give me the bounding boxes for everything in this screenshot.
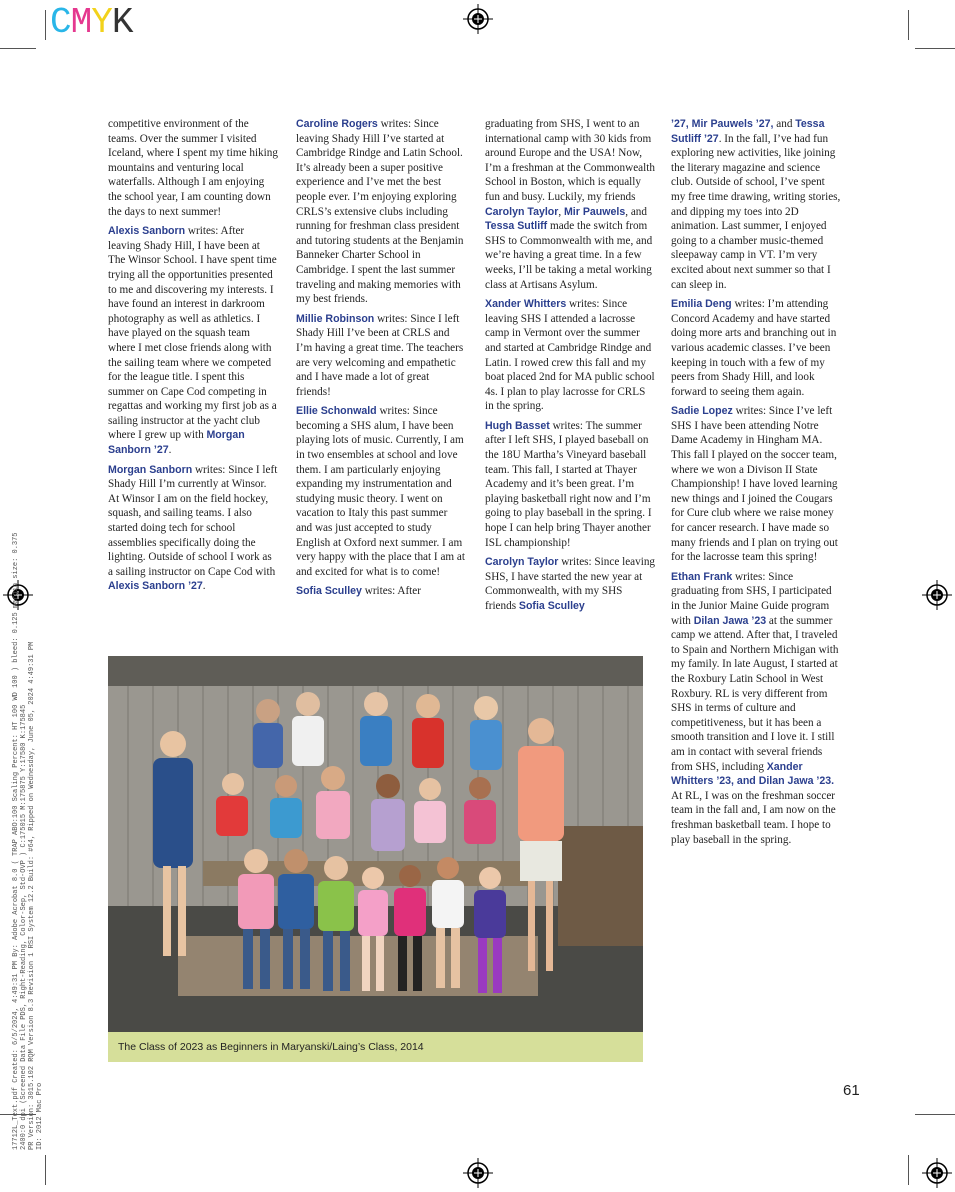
alum-name: Sofia Sculley — [296, 585, 362, 598]
paragraph: Ethan Frank writes: Since graduating from SHS, I participated in the Junior Maine Guide program with Dilan Jawa ’23 at the summer camp we attend. After that, I traveled to Spain and Northern Michigan with my family. In late August, I started at the Roxbury Latin School in West Roxbury. RL is very different from SHS in terms of culture and competitiveness, but it has been a smooth transition and I love it. I still am in contact with several friends from SHS, including Xander Whitters ’23, and Dilan Jawa ’23. At RL, I was on the freshman soccer team in the fall and, I am now on the freshman basketball team. I hope to play baseball in the spring. — [671, 570, 839, 846]
alum-name: Carolyn Taylor — [485, 205, 559, 218]
paragraph: Millie Robinson writes: Since I left Shady Hill I’ve been at CRLS and I’m having a great time. The teachers are very welcoming and empathetic and I have made a lot of great friends! — [296, 312, 464, 398]
cmyk-letter-c: C — [50, 2, 71, 43]
alum-name: Alexis Sanborn — [108, 225, 186, 238]
paragraph: Carolyn Taylor writes: Since leaving SHS, I have started the new year at Commonwealth, with my SHS friends Sofia Sculley — [485, 556, 656, 612]
alum-name: Xander Whitters — [485, 298, 567, 311]
class-photo-illustration — [108, 656, 643, 1032]
paragraph: graduating from SHS, I went to an international camp with 30 kids from around Europe and the USA! Now, I’m a freshman at the Commonwealth School in Boston, which is equally fun and busy. Luckily, my friends Carolyn Taylor, Mir Pauwels, and Tessa Sutliff made the switch from SHS to Commonwealth with me, and we’re having a great time. In a few weeks, I’ll be taking a metal working class at Artisans Asylum. — [485, 118, 655, 291]
alum-name: Morgan Sanborn ’27 — [108, 429, 245, 457]
alum-name: Morgan Sanborn — [108, 463, 193, 476]
paragraph: Sofia Sculley writes: After — [296, 585, 421, 598]
cmyk-letter-m: M — [70, 2, 92, 43]
registration-mark-corner-icon — [922, 1158, 952, 1188]
alum-name: Caroline Rogers — [296, 118, 378, 130]
alum-name: Emilia Deng — [671, 298, 732, 311]
paragraph: Ellie Schonwald writes: Since becoming a SHS alum, I have been playing lots of music. Currently, I am in two ensembles at school and love them. I am particularly enjoying expanding my instrumentation and studying music theory. I went on vacation to Italy this past summer and was just accepted to study English at Oxford next summer. I am very happy with the place that I am at and excited for what is to come! — [296, 405, 465, 578]
alum-name: Alexis Sanborn ’27 — [108, 580, 203, 593]
alum-name: Ethan Frank — [671, 570, 733, 583]
paragraph: Caroline Rogers writes: Since leaving Shady Hill I’ve started at Cambridge Rindge and Latin School. It’s already been a super positive experience and I’ve met the best people ever. I’m enjoying exploring CRLS’s extensive clubs including running for freshman class president and tutoring students at the Benjamin Banneker Charter School in Cambridge. I spent the last summer traveling and making memories with my best friends. — [296, 118, 464, 306]
alum-name: ’27, Mir Pauwels ’27, — [671, 118, 774, 130]
registration-mark-bottom-icon — [463, 1158, 493, 1188]
alum-name: Sadie Lopez — [671, 405, 733, 418]
paragraph: Xander Whitters writes: Since leaving SHS I attended a lacrosse camp in Vermont over the summer and started at Cambridge Rindge and Latin. I rowed crew this fall and my boat placed 2nd for MA public school 4s. I plan to play lacrosse for CRLS in the spring. — [485, 298, 655, 413]
alum-name: Tessa Sutliff — [485, 220, 548, 233]
registration-mark-right-icon — [922, 580, 952, 610]
alum-name: Sofia Sculley — [518, 600, 585, 612]
alum-name: Carolyn Taylor — [485, 556, 559, 569]
slug-line-2: 2400:0 dpi (Screened Data File PDS, Right-Reading, Color-Sep, Std-OVP ) C:175015 M:175875 Y:17580 K:175845 — [20, 704, 28, 1150]
paragraph: ’27, Mir Pauwels ’27, and Tessa Sutliff ’27. In the fall, I’ve had fun exploring new activities, like joining the literary magazine and science club. Outside of school, I’ve spent my free time drawing, writing stories, and dipping my toes into 2D animation. Last summer, I enjoyed going to a chamber music-themed sleepaway camp in VT. I’m very excited about next summer so that I can sleep in. — [671, 118, 841, 291]
paragraph: Sadie Lopez writes: Since I’ve left SHS I have been attending Notre Dame Academy in Hingham MA. This fall I played on the soccer team, where we won a Divison II State Championship! I have loved learning new things and I joined the Cougars for Cure club where we raise money for cancer research. I have made so many friends and I plan on trying out for the lacrosse team this spring! — [671, 405, 838, 564]
alum-name: Mir Pauwels — [563, 205, 626, 218]
cmyk-letter-y: Y — [91, 2, 112, 43]
printer-slug — [2, 150, 44, 1150]
registration-mark-top-icon — [463, 4, 493, 34]
alum-name: Ellie Schonwald — [296, 405, 377, 418]
paragraph: Emilia Deng writes: I’m attending Concord Academy and have started doing more arts and branching out in various academic classes. I’ve been keeping in touch with a few of my peers from Shady Hill, and look forward to seeing them again. — [671, 298, 837, 398]
alum-name: Tessa Sutliff ’27 — [671, 118, 825, 145]
slug-line-3: PR Version: 3015.102 RQM Version 8.3 Revision 1 RSI System 12.2 Build: #64, Ripped on Wednesday, June 05, 2024 4:49:31 PM — [28, 641, 36, 1150]
alum-name: Xander Whitters ’23, and Dilan Jawa ’23. — [671, 760, 835, 788]
cmyk-mark — [50, 2, 132, 43]
page-number: 61 — [843, 1082, 860, 1099]
paragraph: competitive environment of the teams. Over the summer I visited Iceland, where I spent my time hiking mountains and venturing local waterfalls. Although I am enjoying the school year, I am counting down the days to next summer! — [108, 118, 278, 218]
slug-line-4: ID: 2012 Mac Pro — [36, 1082, 44, 1150]
alum-name: Dilan Jawa ’23 — [693, 614, 767, 627]
text-column-4 — [671, 117, 841, 852]
paragraph: Morgan Sanborn writes: Since I left Shady Hill I’m currently at Winsor. At Winsor I am on the field hockey, squash, and sailing teams. I also started doing tech for school assemblies specifically doing the lighting. Outside of school I work as a sailing instructor on Cape Cod with Alexis Sanborn ’27. — [108, 463, 278, 593]
alum-name: Millie Robinson — [296, 312, 375, 325]
text-column-1 — [108, 117, 278, 599]
photo-caption: The Class of 2023 as Beginners in Maryanski/Laing’s Class, 2014 — [108, 1032, 643, 1062]
text-column-3 — [485, 117, 655, 619]
paragraph: Hugh Basset writes: The summer after I left SHS, I played baseball on the 18U Martha’s Vineyard baseball team. This fall, I started at Thayer Academy and it’s been great. I’m playing basketball right now and I’m going to play baseball in the spring. I hope I can help bring Thayer another ISL championship! — [485, 419, 652, 549]
slug-line-1: 17712L_Text.pdf Created: 6/5/2024, 4:49:31 PM By: Adobe Acrobat 8.0 ( TRAP ABO:100 Scaling Percent: HT 100 WD 100 ) bleed: 0.125 margin size: 0.375 — [12, 532, 20, 1150]
alum-name: Hugh Basset — [485, 419, 550, 432]
cmyk-letter-k: K — [111, 2, 133, 43]
class-photo — [108, 656, 643, 1032]
text-column-2 — [296, 117, 466, 604]
paragraph: Alexis Sanborn writes: After leaving Shady Hill, I have been at The Winsor School. I have spent time trying all the opportunities presented to me and discovering my interests. I have found an interest in darkroom photography as well as athletics. I have played on the squash team where I met close friends along with the sailing team where we competed for the league title. I spent this summer on Cape Cod competing in regattas and working my first job as a sailing instructor at the yacht club where I grew up with Morgan Sanborn ’27. — [108, 225, 277, 457]
